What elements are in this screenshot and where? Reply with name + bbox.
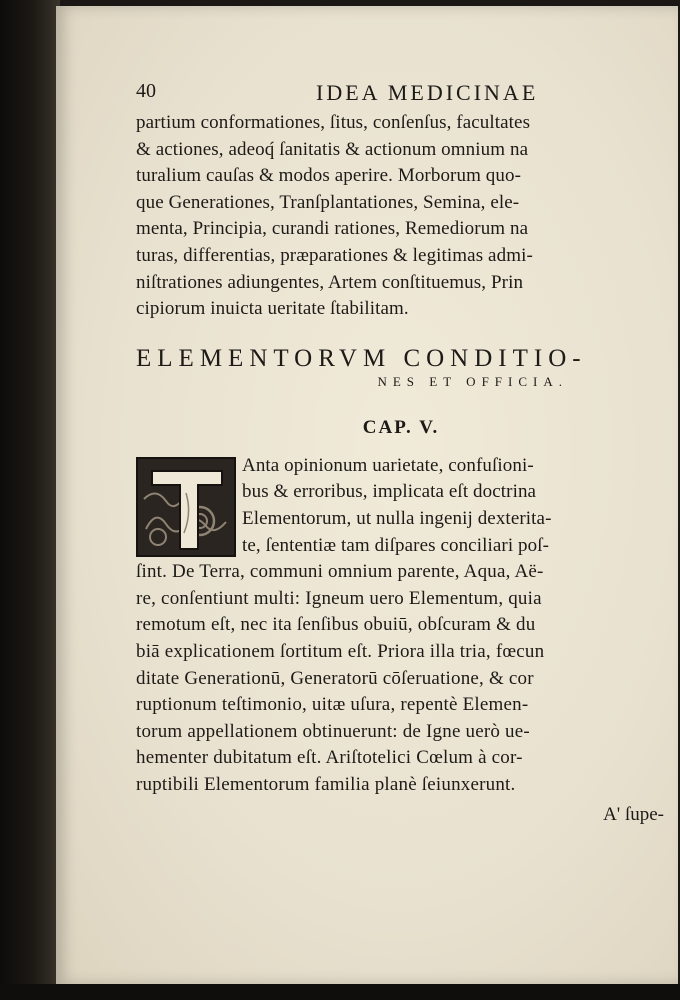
section-title: ELEMENTORVM CONDITIO-: [136, 344, 587, 372]
text-line: remotum eſt, nec ita ſenſibus obuiū, obſcuram & du: [136, 614, 536, 636]
decorated-initial-ornament: [138, 459, 234, 555]
book-page: [56, 6, 678, 984]
text-line: te, ſententiæ tam diſpares conciliari poſ-: [242, 534, 550, 556]
text-line: torum appellationem obtinuerunt: de Igne uerò ue-: [136, 720, 530, 742]
running-title: IDEA MEDICINAE: [316, 80, 539, 105]
text-line: que Generationes, Tranſplantationes, Semina, ele-: [136, 191, 520, 213]
text-line: Elementorum, ut nulla ingenij dexterita-: [242, 507, 552, 529]
text-line: turalium cauſas & modos aperire. Morborum quo-: [136, 165, 522, 187]
catchword: A' ſupe-: [603, 804, 664, 826]
text-line: turas, differentias, præparationes & legitimas admi-: [136, 244, 533, 266]
text-line: menta, Principia, curandi rationes, Remediorum na: [136, 218, 529, 240]
text-line: cipiorum inuicta ueritate ſtabilitam.: [136, 298, 409, 320]
book-gutter: [0, 0, 60, 1000]
text-line: ſint. De Terra, communi omnium parente, Aqua, Aë-: [136, 561, 544, 583]
chapter-block: [136, 413, 666, 453]
intro-paragraph: [136, 110, 666, 323]
text-line: ruptibili Elementorum familia planè ſeiunxerunt.: [136, 773, 516, 795]
text-line: re, conſentiunt multi: Igneum uero Elementum, quia: [136, 587, 542, 609]
opening-paragraph: [136, 453, 666, 799]
text-line: hementer dubitatum eſt. Ariſtotelici Cœlum à cor-: [136, 747, 523, 769]
text-line: biā explicationem ſortitum eſt. Priora illa tria, fœcun: [136, 640, 545, 662]
page-content: [136, 80, 666, 826]
scan-bottom-edge: [0, 984, 680, 1000]
section-subtitle: NES ET OFFICIA.: [377, 373, 568, 389]
text-line: niſtrationes adiungentes, Artem conſtituemus, Prin: [136, 271, 524, 293]
chapter-heading: CAP. V.: [362, 416, 440, 438]
running-head: [136, 80, 666, 110]
page-number: 40: [136, 80, 156, 102]
body-paragraph: [136, 559, 666, 798]
text-line: Anta opinionum uarietate, confuſioni-: [242, 454, 534, 476]
text-line: & actiones, adeoq́ ſanitatis & actionum omnium na: [136, 138, 529, 160]
text-line: partium conformationes, ſitus, conſenſus, facultates: [136, 112, 531, 133]
decorated-initial: [136, 457, 236, 557]
text-line: ditate Generationū, Generatorū cōſeruatione, & cor: [136, 667, 534, 689]
text-line: ruptionum teſtimonio, uitæ uſura, repentè Elemen-: [136, 694, 529, 716]
text-line: bus & erroribus, implicata eſt doctrina: [242, 481, 537, 503]
